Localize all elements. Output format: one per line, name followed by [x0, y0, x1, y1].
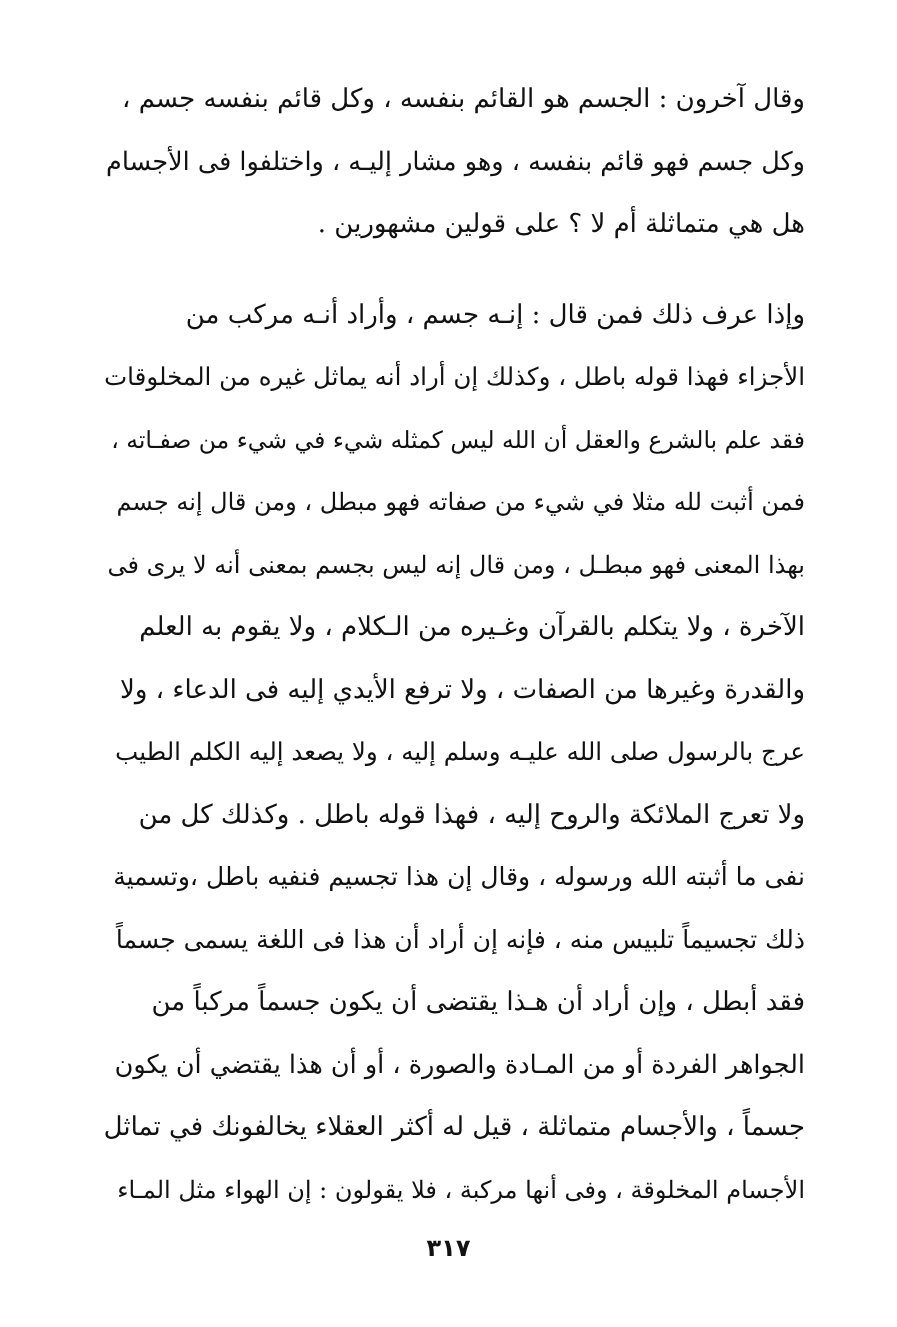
- text-line: عرج بالرسول صلى الله عليـه وسلم إليه ، ولا يصعد إليه الكلم الطيب: [115, 737, 805, 766]
- page-number: ٣١٧: [426, 1234, 471, 1262]
- text-line: ذلك تجسيماً تلبيس منه ، فإنه إن أراد أن هذا فى اللغة يسمى جسماً: [115, 924, 805, 954]
- text-line: وإذا عرف ذلك فمن قال : إنـه جسم ، وأراد أنـه مركب من: [185, 299, 805, 330]
- text-line: بهذا المعنى فهو مبطـل ، ومن قال إنه ليس بجسم بمعنى أنه لا يرى فى: [107, 550, 805, 579]
- text-line: فمن أثبت لله مثلا في شيء من صفاته فهو مبطل ، ومن قال إنه جسم: [116, 488, 805, 516]
- text-line: هل هي متماثلة أم لا ؟ على قولين مشهورين .: [317, 209, 805, 239]
- text-line: جسماً ، والأجسام متماثلة ، قيل له أكثر العقلاء يخالفونك في تماثل: [103, 1112, 805, 1142]
- text-line: نفى ما أثبته الله ورسوله ، وقال إن هذا تجسيم فنفيه باطل ،وتسمية: [113, 862, 805, 891]
- text-line: وقال آخرون : الجسم هو القائم بنفسه ، وكل قائم بنفسه جسم ،: [122, 84, 805, 114]
- text-line: فقد علم بالشرع والعقل أن الله ليس كمثله شيء في شيء من صفـاته ،: [111, 425, 805, 454]
- text-line: وكل جسم فهو قائم بنفسه ، وهو مشار إليـه ، واختلفوا فى الأجسام: [106, 146, 805, 177]
- paragraph-1: [104, 68, 805, 256]
- text-line: الجواهر الفردة أو من المـادة والصورة ، أو أن هذا يقتضي أن يكون: [114, 1049, 805, 1080]
- text-line: فقد أبطل ، وإن أراد أن هـذا يقتضى أن يكون جسماً مركباً من: [151, 987, 805, 1017]
- paragraph-2: [104, 284, 805, 1222]
- text-line: ولا تعرج الملائكة والروح إليه ، فهذا قوله باطل . وكذلك كل من: [138, 799, 805, 830]
- text-line: الأجزاء فهذا قوله باطل ، وكذلك إن أراد أنه يماثل غيره من المخلوقات: [104, 362, 805, 391]
- text-line: الآخرة ، ولا يتكلم بالقرآن وغـيره من الـكلام ، ولا يقوم به العلم: [139, 612, 805, 642]
- text-line: والقدرة وغيرها من الصفات ، ولا ترفع الأيدي إليه فى الدعاء ، ولا: [120, 674, 805, 705]
- text-line: الأجسام المخلوقة ، وفى أنها مركبة ، فلا يقولون : إن الهواء مثل المـاء: [117, 1175, 805, 1204]
